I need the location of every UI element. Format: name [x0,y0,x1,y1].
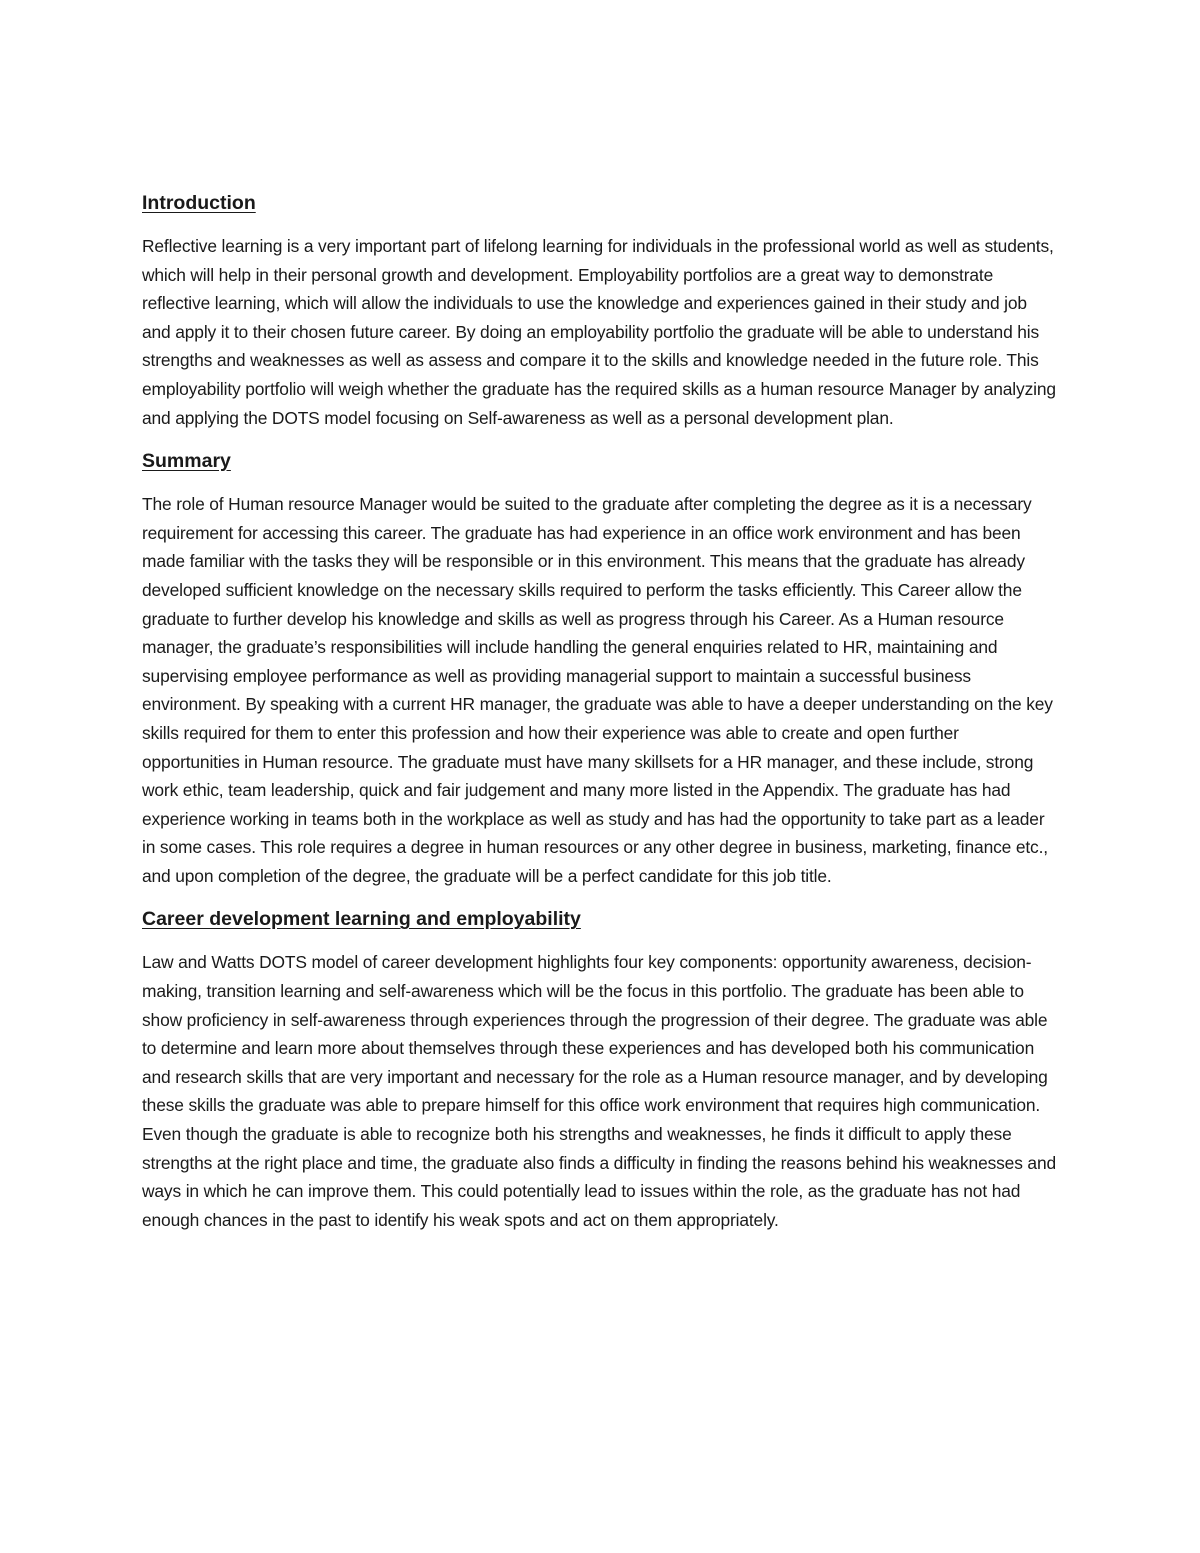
paragraph-summary: The role of Human resource Manager would be suited to the graduate after completing the degree as it is a necessary requirement for accessing this career. The graduate has had experience in an office work environment and has been made familiar with the tasks they will be responsible or in this environment. This means that the graduate has already developed sufficient knowledge on the necessary skills required to perform the tasks efficiently. This Career allow the graduate to further develop his knowledge and skills as well as progress through his Career. As a Human resource manager, the graduate’s responsibilities will include handling the general enquiries related to HR, maintaining and supervising employee performance as well as providing managerial support to maintain a successful business environment. By speaking with a current HR manager, the graduate was able to have a deeper understanding on the key skills required for them to enter this profession and how their experience was able to create and open further opportunities in Human resource. The graduate must have many skillsets for a HR manager, and these include, strong work ethic, team leadership, quick and fair judgement and many more listed in the Appendix. The graduate has had experience working in teams both in the workplace as well as study and has had the opportunity to take part as a leader in some cases. This role requires a degree in human resources or any other degree in business, marketing, finance etc., and upon completion of the degree, the graduate will be a perfect candidate for this job title. [142,494,1053,886]
paragraph-introduction: Reflective learning is a very important part of lifelong learning for individuals in the professional world as well as students, which will help in their personal growth and development. Employability portfolios are a great way to demonstrate reflective learning, which will allow the individuals to use the knowledge and experiences gained in their study and job and apply it to their chosen future career. By doing an employability portfolio the graduate will be able to understand his strengths and weaknesses as well as assess and compare it to the skills and knowledge needed in the future role. This employability portfolio will weigh whether the graduate has the required skills as a human resource Manager by analyzing and applying the DOTS model focusing on Self-awareness as well as a personal development plan. [142,236,1056,428]
heading-summary: Summary [142,450,231,473]
section-career-development [142,904,1060,1234]
heading-introduction: Introduction [142,192,256,214]
section-summary [142,446,1060,890]
heading-career-development: Career development learning and employability [142,908,581,931]
document-body [142,188,1060,1248]
paragraph-career-development: Law and Watts DOTS model of career development highlights four key components: opportunity awareness, decision-making, transition learning and self-awareness which will be the focus in this portfolio. The graduate has been able to show proficiency in self-awareness through experiences through the progression of their degree. The graduate was able to determine and learn more about themselves through these experiences and has developed both his communication and research skills that are very important and necessary for the role as a Human resource manager, and by developing these skills the graduate was able to prepare himself for this office work environment that requires high communication. Even though the graduate is able to recognize both his strengths and weaknesses, he finds it difficult to apply these strengths at the right place and time, the graduate also finds a difficulty in finding the reasons behind his weaknesses and ways in which he can improve them. This could potentially lead to issues within the role, as the graduate has not had enough chances in the past to identify his weak spots and act on them appropriately. [142,952,1056,1230]
section-introduction [142,188,1060,432]
